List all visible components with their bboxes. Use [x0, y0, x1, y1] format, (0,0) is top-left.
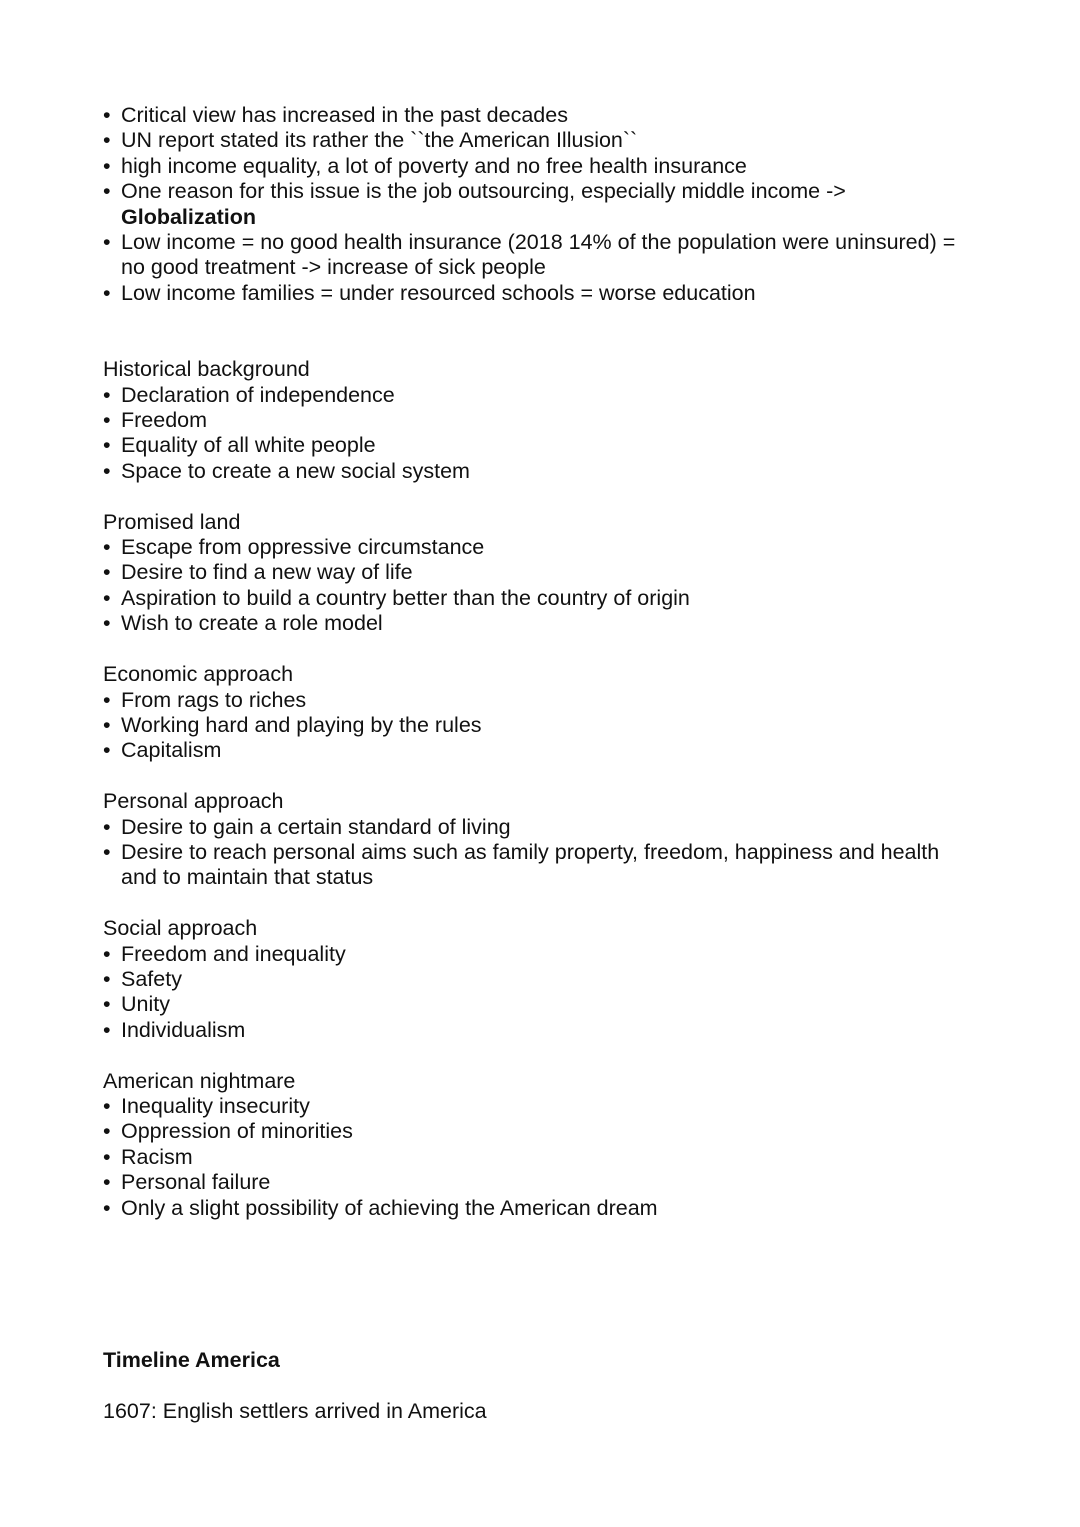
- list-item: • Aspiration to build a country better than the country of origin: [103, 586, 1003, 611]
- list-item: • From rags to riches: [103, 688, 1003, 713]
- section-timeline: [103, 1348, 1003, 1424]
- section-promised-land: [103, 510, 1003, 637]
- section-heading: American nightmare: [103, 1068, 296, 1093]
- list-item: • Desire to find a new way of life: [103, 560, 1003, 585]
- list-item: • Capitalism: [103, 738, 1003, 763]
- list-item: • Desire to gain a certain standard of living: [103, 815, 1003, 840]
- list-item: • Declaration of independence: [103, 383, 1003, 408]
- list-item: • Only a slight possibility of achieving the American dream: [103, 1196, 1003, 1221]
- personal-list: [103, 815, 1003, 891]
- section-heading: Social approach: [103, 916, 258, 941]
- timeline-title: Timeline America: [103, 1347, 280, 1372]
- list-item: • UN report stated its rather the ``the American Illusion``: [103, 128, 1003, 153]
- emphasis-globalization: Globalization: [121, 204, 256, 229]
- list-item: • One reason for this issue is the job outsourcing, especially middle income -> Globalization: [103, 179, 1003, 230]
- intro-list: [103, 103, 1003, 306]
- list-item: • high income equality, a lot of poverty and no free health insurance: [103, 154, 1003, 179]
- timeline-entry: 1607: English settlers arrived in America: [103, 1398, 487, 1423]
- list-item: • Freedom and inequality: [103, 942, 1003, 967]
- list-item: • Low income families = under resourced schools = worse education: [103, 281, 1003, 306]
- list-item: • Wish to create a role model: [103, 611, 1003, 636]
- section-social-approach: [103, 916, 1003, 1043]
- social-list: [103, 942, 1003, 1044]
- list-item: • Equality of all white people: [103, 433, 1003, 458]
- list-item: • Individualism: [103, 1018, 1003, 1043]
- list-item: • Racism: [103, 1145, 1003, 1170]
- list-item: • Desire to reach personal aims such as family property, freedom, happiness and health and to maintain that status: [103, 840, 1003, 891]
- historical-list: [103, 383, 1003, 485]
- section-economic-approach: [103, 662, 1003, 764]
- list-item: • Safety: [103, 967, 1003, 992]
- list-item: • Oppression of minorities: [103, 1119, 1003, 1144]
- section-heading: Economic approach: [103, 662, 294, 687]
- list-item: • Freedom: [103, 408, 1003, 433]
- list-item: • Personal failure: [103, 1170, 1003, 1195]
- section-heading: Promised land: [103, 509, 241, 534]
- section-heading: Historical background: [103, 357, 310, 382]
- list-item: • Low income = no good health insurance (2018 14% of the population were uninsured) = no good treatment -> increase of sick people: [103, 230, 1003, 281]
- document-page: [103, 103, 1003, 1424]
- list-item: • Space to create a new social system: [103, 459, 1003, 484]
- economic-list: [103, 688, 1003, 764]
- list-item: • Critical view has increased in the past decades: [103, 103, 1003, 128]
- promised-list: [103, 535, 1003, 637]
- list-item: • Unity: [103, 992, 1003, 1017]
- list-item: • Escape from oppressive circumstance: [103, 535, 1003, 560]
- list-item: • Inequality insecurity: [103, 1094, 1003, 1119]
- section-personal-approach: [103, 789, 1003, 891]
- section-heading: Personal approach: [103, 789, 284, 814]
- section-american-nightmare: [103, 1069, 1003, 1221]
- nightmare-list: [103, 1094, 1003, 1221]
- section-historical-background: [103, 357, 1003, 484]
- list-item: • Working hard and playing by the rules: [103, 713, 1003, 738]
